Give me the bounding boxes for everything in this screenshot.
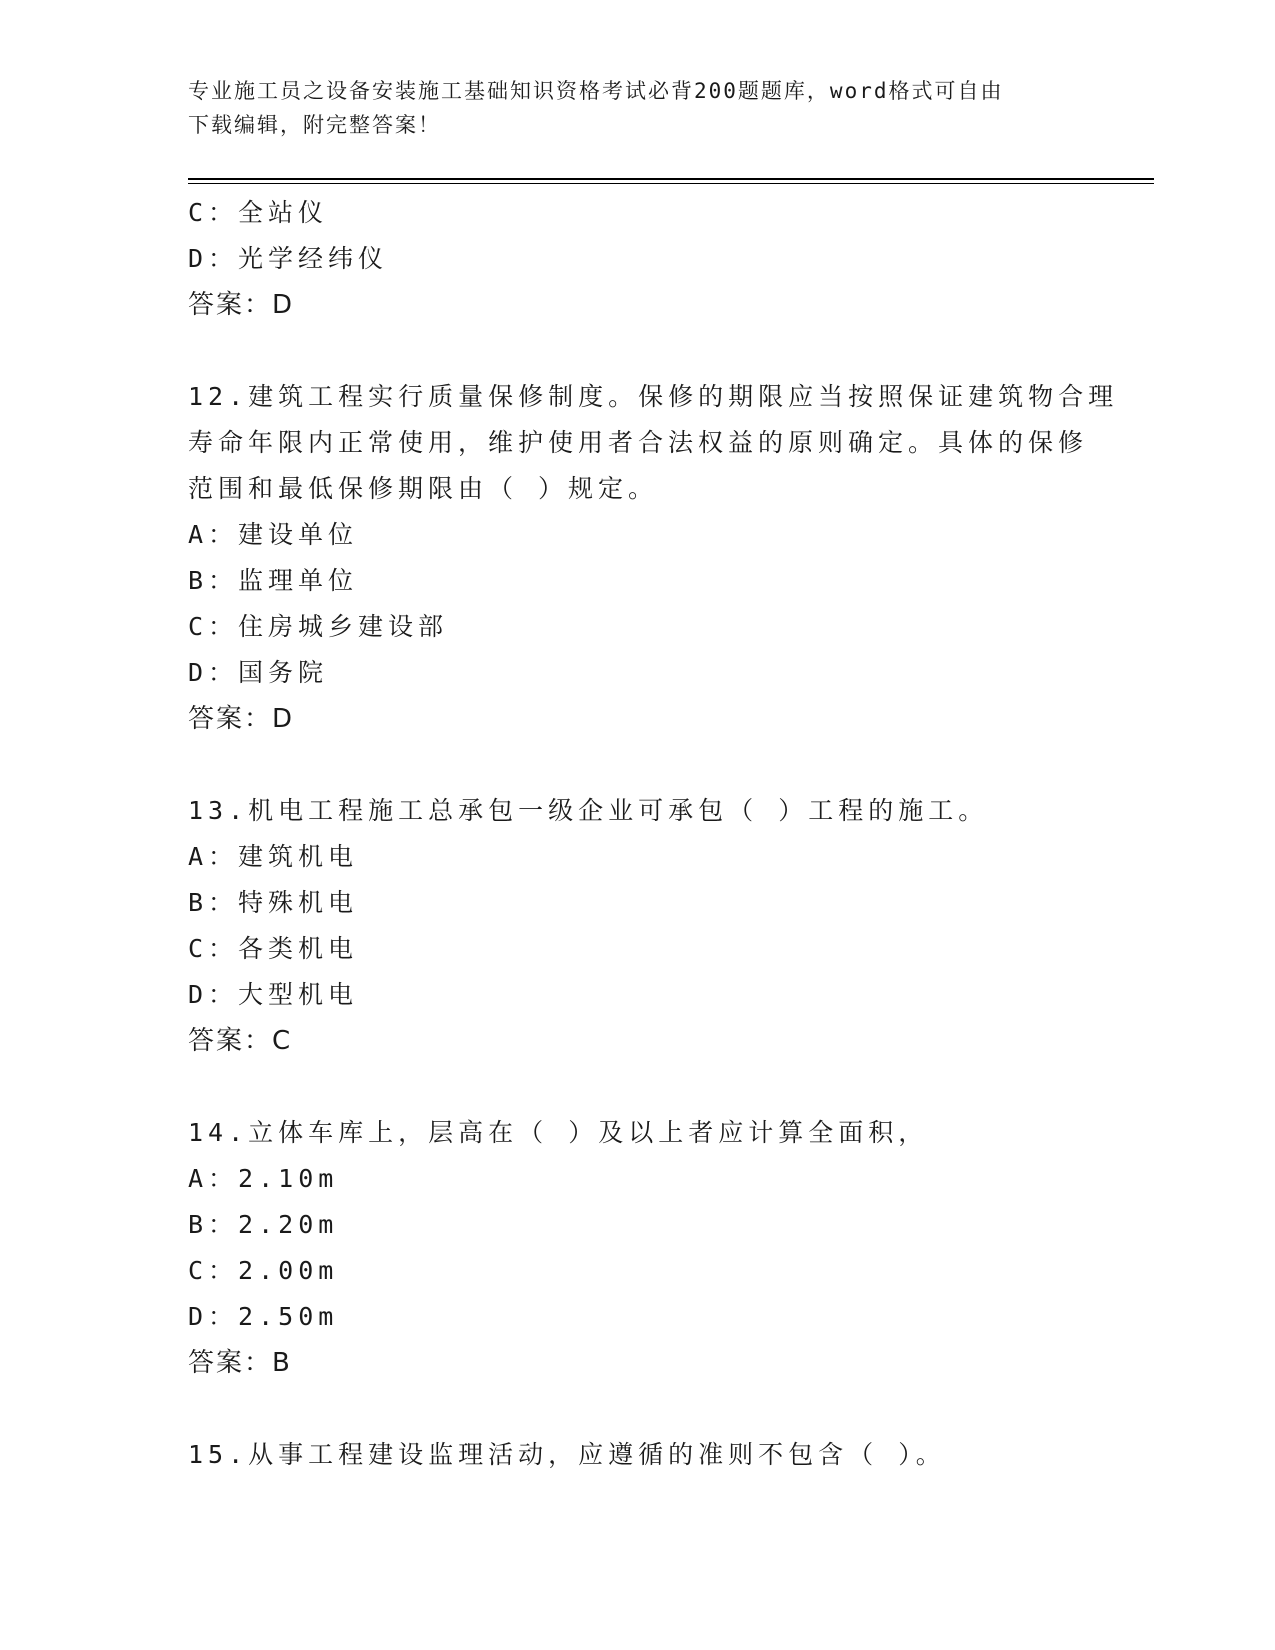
question-13-option-d: D：大型机电 <box>188 980 359 1009</box>
header-line-1: 专业施工员之设备安装施工基础知识资格考试必背200题题库，word格式可自由 <box>188 79 1004 103</box>
question-12-option-c: C：住房城乡建设部 <box>188 612 449 641</box>
spacer <box>188 328 1088 374</box>
question-13-text: 13.机电工程施工总承包一级企业可承包（ ）工程的施工。 <box>188 796 989 825</box>
question-14-option-b: B：2.20m <box>188 1210 339 1239</box>
question-list <box>188 190 1119 1478</box>
question-14-text: 14.立体车库上，层高在（ ）及以上者应计算全面积， <box>188 1118 929 1147</box>
option-d: D：光学经纬仪 <box>188 244 389 273</box>
question-14-option-a: A：2.10m <box>188 1164 339 1193</box>
header-divider-thin <box>188 183 1154 184</box>
spacer <box>188 1064 1088 1110</box>
question-13-option-a: A：建筑机电 <box>188 842 359 871</box>
question-12-text: 12.建筑工程实行质量保修制度。保修的期限应当按照保证建筑物合理 <box>188 382 1119 411</box>
question-14-option-d: D：2.50m <box>188 1302 339 1331</box>
question-13-answer: 答案：C <box>188 1026 293 1056</box>
question-12-option-a: A：建设单位 <box>188 520 359 549</box>
question-12-option-d: D：国务院 <box>188 658 329 687</box>
question-13-option-b: B：特殊机电 <box>188 888 359 917</box>
document-header <box>188 74 1088 142</box>
question-15-text: 15.从事工程建设监理活动，应遵循的准则不包含（ ）。 <box>188 1440 946 1469</box>
spacer <box>188 742 1088 788</box>
question-14-answer: 答案：B <box>188 1348 292 1378</box>
question-14-option-c: C：2.00m <box>188 1256 339 1285</box>
header-line-2: 下载编辑，附完整答案！ <box>188 113 441 137</box>
question-13-option-c: C：各类机电 <box>188 934 359 963</box>
question-12-text: 寿命年限内正常使用，维护使用者合法权益的原则确定。具体的保修 <box>188 428 1089 457</box>
question-12-answer: 答案：D <box>188 704 295 734</box>
question-12-text: 范围和最低保修期限由（ ）规定。 <box>188 474 659 503</box>
header-divider-thick <box>188 178 1154 180</box>
question-12-option-b: B：监理单位 <box>188 566 359 595</box>
spacer <box>188 1386 1088 1432</box>
option-c: C：全站仪 <box>188 198 329 227</box>
answer-line: 答案：D <box>188 290 295 320</box>
